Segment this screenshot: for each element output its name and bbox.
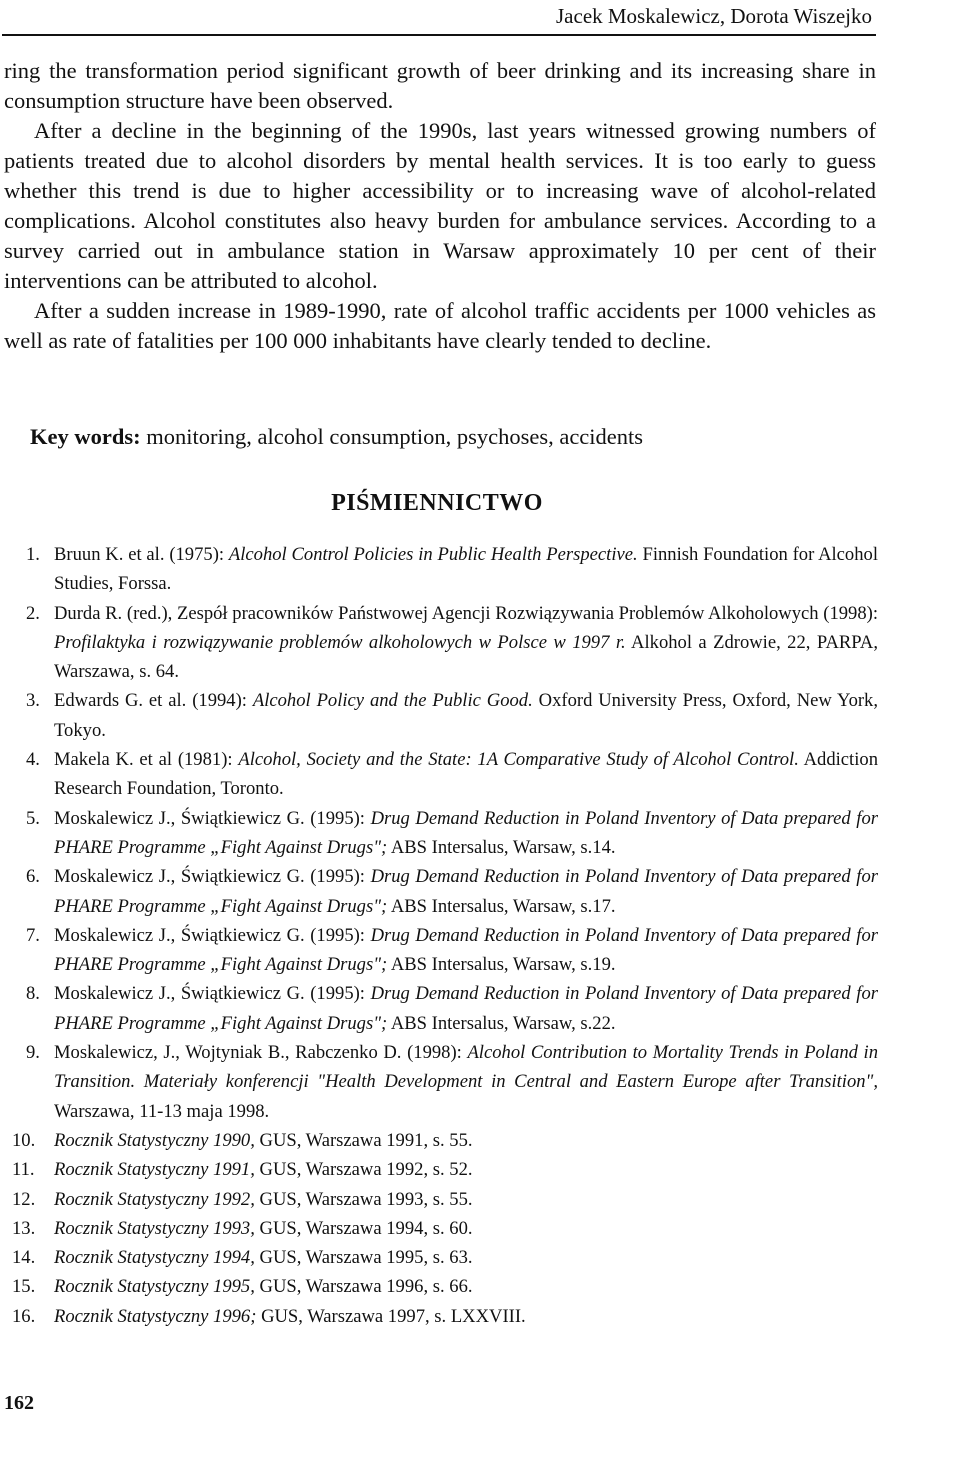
reference-authors: Moskalewicz J., Świątkiewicz G. (1995):	[54, 983, 371, 1005]
reference-publisher: GUS, Warszawa 1996, s. 66.	[254, 1276, 473, 1298]
reference-title: Rocznik Statystyczny 1990,	[54, 1129, 255, 1151]
reference-text	[54, 1302, 878, 1331]
reference-publisher: GUS, Warszawa 1992, s. 52.	[254, 1159, 473, 1181]
reference-title: Rocznik Statystyczny 1993,	[54, 1217, 255, 1239]
paragraph: After a sudden increase in 1989-1990, rate of alcohol traffic accidents per 1000 vehicles as well as rate of fatalities per 100 000 inhabitants have clearly tended to decline.	[4, 298, 876, 353]
reference-text	[54, 599, 878, 687]
reference-number: 5.	[26, 807, 40, 829]
keywords-text: monitoring, alcohol consumption, psychoses, accidents	[140, 424, 644, 449]
reference-title: Alcohol Policy and the Public Good.	[252, 690, 533, 712]
reference-number: 15.	[12, 1276, 36, 1298]
reference-text	[54, 745, 878, 804]
reference-text	[54, 921, 878, 980]
reference-text	[54, 979, 878, 1038]
reference-item	[4, 1243, 878, 1272]
reference-number: 12.	[12, 1188, 36, 1210]
reference-item	[4, 1185, 878, 1214]
reference-text	[54, 540, 878, 599]
keywords	[30, 424, 876, 450]
reference-text	[54, 686, 878, 745]
reference-item	[4, 804, 878, 863]
reference-item	[4, 686, 878, 745]
reference-publisher: GUS, Warszawa 1994, s. 60.	[254, 1217, 473, 1239]
reference-title: Alcohol Control Policies in Public Health Perspective.	[228, 544, 638, 565]
reference-text	[54, 1214, 878, 1243]
reference-publisher: Warszawa, 11-13 maja 1998.	[54, 1100, 270, 1122]
reference-number: 16.	[12, 1305, 36, 1327]
reference-item	[4, 745, 878, 804]
reference-item	[4, 921, 878, 980]
reference-publisher: GUS, Warszawa 1995, s. 63.	[254, 1247, 473, 1269]
reference-authors: Moskalewicz, J., Wojtyniak B., Rabczenko D. (1998):	[54, 1042, 468, 1064]
reference-text	[54, 1243, 878, 1272]
reference-text	[54, 804, 878, 863]
reference-publisher: ABS Intersalus, Warsaw, s.17.	[387, 895, 616, 917]
reference-title: Drug Demand Reduction in Poland Inventory of Data prepared for PHARE Programme „Fight Against Drugs";	[54, 924, 878, 976]
reference-text	[54, 1155, 878, 1184]
reference-title: Rocznik Statystyczny 1992,	[54, 1188, 255, 1210]
reference-number: 13.	[12, 1217, 36, 1239]
reference-title: Drug Demand Reduction in Poland Inventory of Data prepared for PHARE Programme „Fight Against Drugs";	[54, 866, 878, 917]
reference-number: 14.	[12, 1247, 36, 1269]
reference-title: Drug Demand Reduction in Poland Inventory of Data prepared for PHARE Programme „Fight Against Drugs";	[54, 983, 878, 1034]
reference-publisher: ABS Intersalus, Warsaw, s.19.	[387, 954, 616, 976]
reference-number: 8.	[26, 983, 40, 1005]
reference-publisher: Addiction Research Foundation, Toronto.	[54, 749, 878, 800]
reference-item	[4, 599, 878, 687]
reference-item	[4, 979, 878, 1038]
reference-item	[4, 1214, 878, 1243]
reference-authors: Edwards G. et al. (1994):	[54, 690, 253, 712]
reference-item	[4, 1038, 878, 1126]
reference-publisher: Finnish Foundation for Alcohol Studies, Forssa.	[54, 544, 878, 595]
paragraph: After a decline in the beginning of the 1990s, last years witnessed growing numbers of patients treated due to alcohol disorders by mental health services. It is too early to guess whether this trend is due to higher accessibility or to increasing wave of alcohol-related complications. Alcohol constitutes also heavy burden for ambulance services. According to a survey carried out in ambulance station in Warsaw approximately 10 per cent of their interventions can be attributed to alcohol.	[4, 118, 876, 293]
reference-number: 11.	[12, 1159, 35, 1181]
reference-publisher: Oxford University Press, Oxford, New York, Tokyo.	[54, 690, 879, 741]
reference-item	[4, 1155, 878, 1184]
reference-number: 3.	[26, 690, 40, 712]
reference-authors: Moskalewicz J., Świątkiewicz G. (1995):	[54, 924, 371, 946]
reference-authors: Durda R. (red.), Zespół pracowników Państwowej Agencji Rozwiązywania Problemów Alkoholowych (1998):	[54, 602, 878, 624]
reference-publisher: Alkohol a Zdrowie, 22, PARPA, Warszawa, s. 64.	[54, 631, 878, 683]
reference-number: 7.	[26, 924, 40, 946]
reference-authors: Moskalewicz J., Świątkiewicz G. (1995):	[54, 866, 371, 888]
reference-text	[54, 1272, 878, 1301]
reference-item	[4, 862, 878, 921]
page-number: 162	[4, 1392, 34, 1414]
reference-publisher: GUS, Warszawa 1991, s. 55.	[254, 1129, 473, 1151]
reference-number: 1.	[26, 544, 40, 565]
reference-title: Rocznik Statystyczny 1991,	[54, 1159, 255, 1181]
reference-publisher: ABS Intersalus, Warsaw, s.22.	[387, 1012, 616, 1034]
reference-text	[54, 862, 878, 921]
header-rule	[2, 34, 876, 36]
paragraph: ring the transformation period significant growth of beer drinking and its increasing share in consumption structure have been observed.	[4, 58, 876, 113]
reference-publisher: GUS, Warszawa 1997, s. LXXVIII.	[256, 1305, 526, 1327]
keywords-label: Key words:	[30, 424, 141, 449]
reference-publisher: ABS Intersalus, Warsaw, s.14.	[387, 836, 616, 858]
running-head: Jacek Moskalewicz, Dorota Wiszejko	[556, 4, 872, 28]
body-text	[4, 56, 876, 356]
reference-text	[54, 1185, 878, 1214]
reference-title: Rocznik Statystyczny 1995,	[54, 1276, 255, 1298]
reference-authors: Makela K. et al (1981):	[54, 749, 239, 771]
reference-title: Profilaktyka i rozwiązywanie problemów alkoholowych w Polsce w 1997 r.	[54, 631, 626, 653]
reference-number: 6.	[26, 866, 40, 888]
reference-title: Rocznik Statystyczny 1994,	[54, 1247, 255, 1269]
reference-number: 10.	[12, 1129, 36, 1151]
reference-item	[4, 1126, 878, 1155]
reference-text	[54, 1126, 878, 1155]
reference-title: Drug Demand Reduction in Poland Inventory of Data prepared for PHARE Programme „Fight Against Drugs";	[54, 807, 878, 858]
reference-authors: Moskalewicz J., Świątkiewicz G. (1995):	[54, 807, 371, 829]
reference-authors: Bruun K. et al. (1975):	[54, 544, 229, 565]
reference-list	[4, 540, 878, 1331]
reference-item	[4, 540, 878, 599]
references-title: PIŚMIENNICTWO	[331, 490, 543, 516]
reference-number: 2.	[26, 602, 40, 624]
reference-title: Alcohol, Society and the State: 1A Comparative Study of Alcohol Control.	[238, 749, 799, 771]
reference-number: 4.	[26, 749, 40, 771]
reference-item	[4, 1272, 878, 1301]
reference-title: Alcohol Contribution to Mortality Trends in Poland in Transition. Materiały konferencji "Health Development in Central and Eastern Europe after Transition",	[54, 1042, 878, 1093]
reference-item	[4, 1302, 878, 1331]
reference-publisher: GUS, Warszawa 1993, s. 55.	[254, 1188, 473, 1210]
reference-text	[54, 1038, 878, 1126]
reference-title: Rocznik Statystyczny 1996;	[54, 1305, 257, 1327]
reference-number: 9.	[26, 1042, 40, 1064]
